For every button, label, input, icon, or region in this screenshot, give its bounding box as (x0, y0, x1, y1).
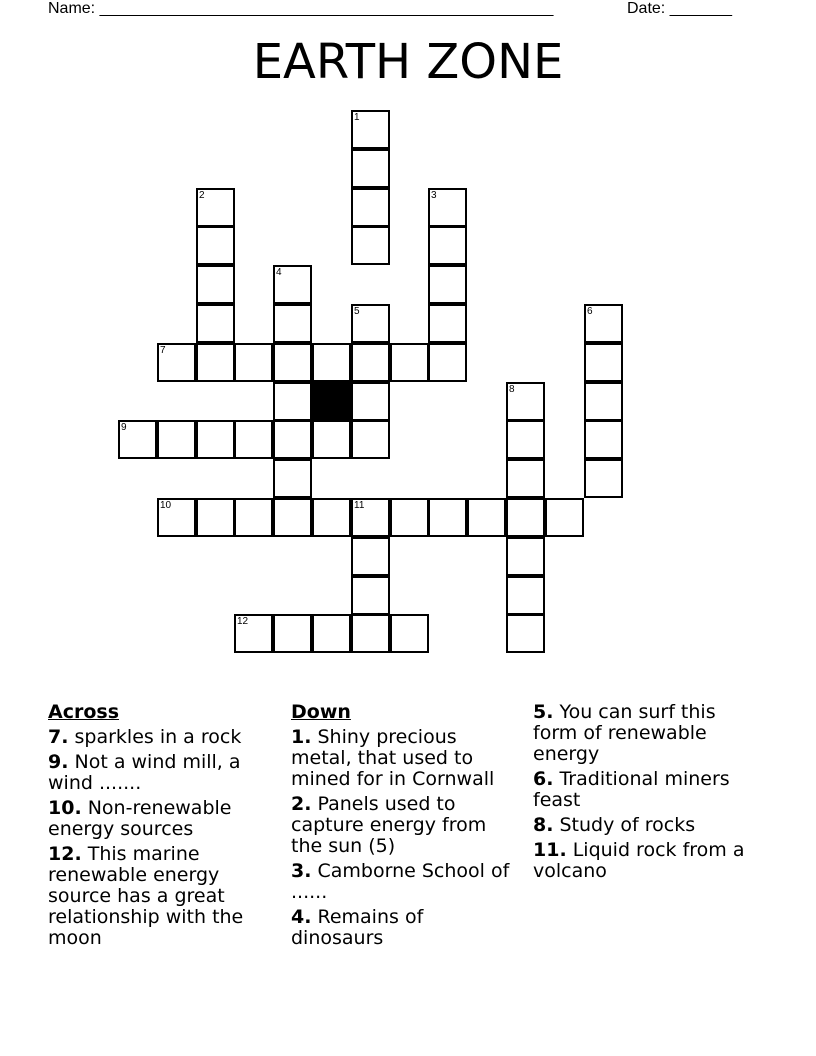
across-clues (48, 702, 273, 953)
clue-down-3 (291, 861, 516, 903)
grid-cell[interactable] (196, 265, 235, 304)
grid-cell[interactable] (351, 498, 390, 537)
clue-text: This marine renewable energy source has a great relationship with the moon (48, 843, 244, 949)
clue-number: 12. (48, 843, 82, 865)
grid-cell[interactable] (234, 420, 273, 459)
grid-cell[interactable] (584, 459, 623, 498)
grid-cell[interactable] (390, 614, 429, 653)
grid-cell[interactable] (157, 343, 196, 382)
grid-cell[interactable] (506, 614, 545, 653)
grid-cell[interactable] (196, 304, 235, 343)
grid-cell[interactable] (351, 382, 390, 421)
clue-text: You can surf this form of renewable energy (533, 701, 716, 765)
cell-number: 12 (237, 616, 249, 627)
cell-number: 9 (121, 422, 127, 433)
page-title: EARTH ZONE (252, 34, 564, 90)
clue-number: 9. (48, 751, 69, 773)
grid-cell[interactable] (506, 382, 545, 421)
grid-cell[interactable] (312, 420, 351, 459)
grid-cell[interactable] (157, 420, 196, 459)
cell-number: 3 (431, 190, 437, 201)
grid-cell[interactable] (506, 537, 545, 576)
grid-cell[interactable] (118, 420, 157, 459)
cell-number: 1 (354, 112, 360, 123)
grid-cell[interactable] (273, 343, 312, 382)
clue-number: 10. (48, 797, 82, 819)
clue-text: Panels used to capture energy from the sun (5) (291, 793, 487, 857)
grid-cell[interactable] (351, 149, 390, 188)
grid-cell[interactable] (351, 110, 390, 149)
grid-cell[interactable] (506, 420, 545, 459)
clue-across-12 (48, 844, 273, 949)
grid-cell[interactable] (428, 265, 467, 304)
grid-cell[interactable] (506, 498, 545, 537)
grid-cell[interactable] (428, 188, 467, 227)
grid-cell[interactable] (428, 304, 467, 343)
clue-text: Not a wind mill, a wind ....... (48, 751, 241, 794)
grid-cell[interactable] (467, 498, 506, 537)
grid-cell[interactable] (273, 459, 312, 498)
grid-cell[interactable] (584, 382, 623, 421)
clue-number: 8. (533, 814, 554, 836)
down-clues-column-2 (533, 702, 758, 886)
clue-number: 7. (48, 726, 69, 748)
grid-cell[interactable] (196, 343, 235, 382)
clue-text: Non-renewable energy sources (48, 797, 232, 840)
clue-text: sparkles in a rock (68, 726, 242, 748)
clue-text: Shiny precious metal, that used to mined for in Cornwall (291, 726, 495, 790)
grid-cell[interactable] (584, 343, 623, 382)
grid-cell[interactable] (196, 188, 235, 227)
cell-number: 8 (509, 384, 515, 395)
clue-across-10 (48, 798, 273, 840)
grid-cell[interactable] (390, 498, 429, 537)
grid-cell[interactable] (428, 226, 467, 265)
clue-down-6 (533, 769, 758, 811)
blocked-cell (312, 382, 351, 421)
grid-cell[interactable] (234, 498, 273, 537)
clue-down-2 (291, 794, 516, 857)
grid-cell[interactable] (234, 343, 273, 382)
cell-number: 10 (160, 500, 172, 511)
clue-down-1 (291, 727, 516, 790)
down-heading: Down (291, 701, 351, 723)
grid-cell[interactable] (351, 420, 390, 459)
clue-down-11 (533, 840, 758, 882)
cell-number: 4 (276, 267, 282, 278)
grid-cell[interactable] (273, 614, 312, 653)
clue-number: 2. (291, 793, 312, 815)
clue-number: 5. (533, 701, 554, 723)
clue-across-7 (48, 727, 273, 748)
clue-number: 11. (533, 839, 567, 861)
cell-number: 6 (587, 306, 593, 317)
grid-cell[interactable] (584, 420, 623, 459)
grid-cell[interactable] (312, 498, 351, 537)
clue-down-5 (533, 702, 758, 765)
grid-cell[interactable] (428, 343, 467, 382)
cell-number: 7 (160, 345, 166, 356)
grid-cell[interactable] (545, 498, 584, 537)
clue-number: 1. (291, 726, 312, 748)
clue-text: Remains of dinosaurs (291, 906, 424, 949)
clue-number: 4. (291, 906, 312, 928)
grid-cell[interactable] (157, 498, 196, 537)
grid-cell[interactable] (196, 420, 235, 459)
grid-cell[interactable] (351, 304, 390, 343)
cell-number: 5 (354, 306, 360, 317)
cell-number: 2 (199, 190, 205, 201)
grid-cell[interactable] (351, 614, 390, 653)
clue-text: Study of rocks (553, 814, 696, 836)
grid-cell[interactable] (273, 420, 312, 459)
grid-cell[interactable] (273, 304, 312, 343)
grid-cell[interactable] (506, 576, 545, 615)
grid-cell[interactable] (351, 188, 390, 227)
clue-across-9 (48, 752, 273, 794)
grid-cell[interactable] (273, 265, 312, 304)
grid-cell[interactable] (351, 343, 390, 382)
cell-number: 11 (354, 500, 365, 511)
grid-cell[interactable] (390, 343, 429, 382)
grid-cell[interactable] (312, 614, 351, 653)
down-clues-column-1 (291, 702, 516, 953)
clue-number: 3. (291, 860, 312, 882)
clue-down-4 (291, 907, 516, 949)
clue-text: Traditional miners feast (533, 768, 730, 811)
grid-cell[interactable] (234, 614, 273, 653)
grid-cell[interactable] (351, 576, 390, 615)
grid-cell[interactable] (428, 498, 467, 537)
clue-down-8 (533, 815, 758, 836)
clue-text: Camborne School of ...... (291, 860, 510, 903)
grid-cell[interactable] (196, 498, 235, 537)
clue-number: 6. (533, 768, 554, 790)
grid-cell[interactable] (506, 459, 545, 498)
clue-text: Liquid rock from a volcano (533, 839, 745, 882)
grid-cell[interactable] (351, 537, 390, 576)
grid-cell[interactable] (312, 343, 351, 382)
date-field-label: Date: _______ (627, 0, 732, 17)
grid-cell[interactable] (351, 226, 390, 265)
grid-cell[interactable] (584, 304, 623, 343)
grid-cell[interactable] (196, 226, 235, 265)
across-heading: Across (48, 701, 120, 723)
name-field-label: Name: ___________________________________________________ (48, 0, 554, 17)
grid-cell[interactable] (273, 382, 312, 421)
grid-cell[interactable] (273, 498, 312, 537)
